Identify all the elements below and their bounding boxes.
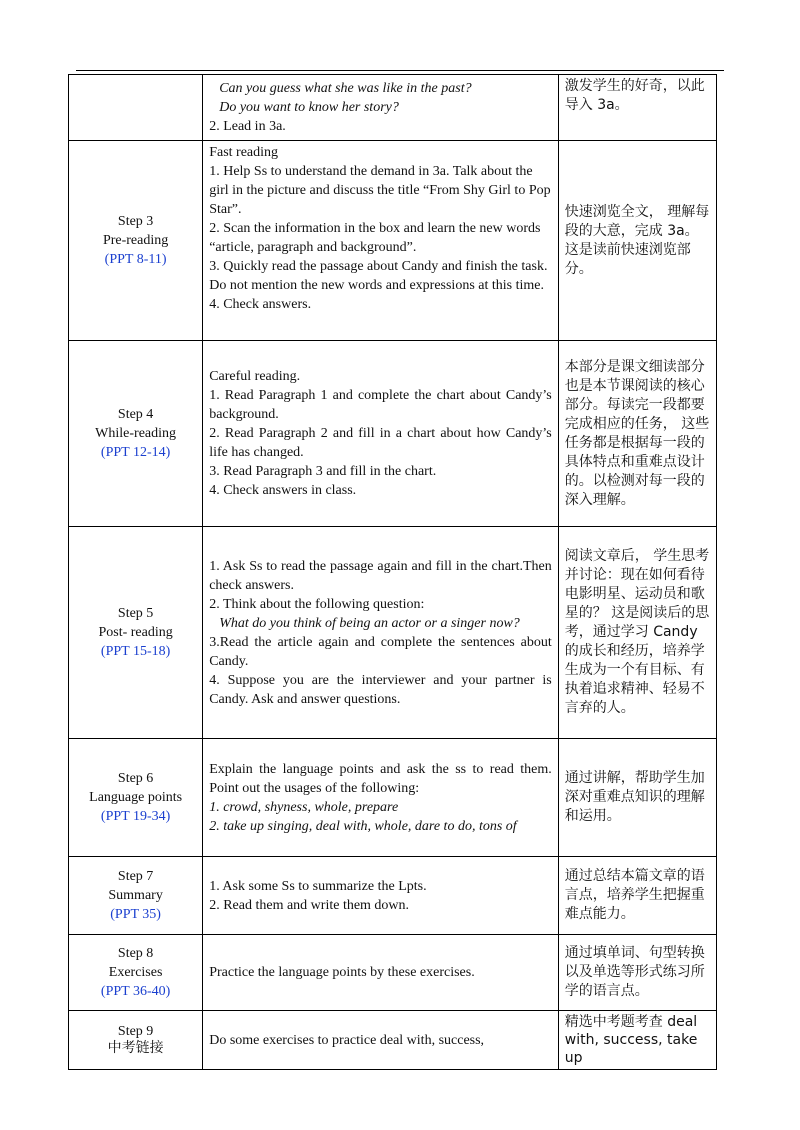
purpose-cell (558, 341, 716, 527)
procedure-line: 1. Read Paragraph 1 and complete the chart about Candy’s background. (209, 388, 552, 422)
purpose-cell (558, 527, 716, 739)
procedure-cell (203, 141, 559, 341)
table-row (69, 527, 717, 739)
step-cell (69, 935, 203, 1011)
ppt-range: (PPT 15-18) (100, 644, 171, 659)
procedure-line: 1. Help Ss to understand the demand in 3a. Talk about the girl in the picture and discuss the title “From Shy Girl to Pop Star”. (209, 164, 551, 217)
procedure-line: Fast reading (209, 145, 279, 160)
purpose-text: 本部分是课文细读部分也是本节课阅读的核心部分。每读完一段都要完成相应的任务， 这些任务都是根据每一段的具体特点和重难点设计的。以检测对每一段的深入理解。 (564, 358, 710, 508)
procedure-line: 2. Read Paragraph 2 and fill in a chart about how Candy’s life has changed. (209, 426, 552, 460)
procedure-line: Explain the language points and ask the ss to read them. Point out the usages of the following: (209, 761, 552, 796)
step-cell (69, 1011, 203, 1070)
purpose-text: 通过填单词、句型转换以及单选等形式练习所学的语言点。 (564, 945, 705, 999)
purpose-text: 快速浏览全文， 理解每段的大意，完成 3a。这是读前快速浏览部分。 (564, 203, 710, 277)
purpose-text: 通过讲解，帮助学生加深对重难点知识的理解和运用。 (564, 770, 705, 824)
procedure-cell (203, 527, 559, 739)
step-number: Step 8 (117, 946, 154, 961)
procedure-cell (203, 857, 559, 935)
purpose-cell (558, 141, 716, 341)
purpose-text: 激发学生的好奇，以此导入 3a。 (564, 78, 705, 113)
step-cell (69, 857, 203, 935)
purpose-cell (558, 935, 716, 1011)
procedure-cell (203, 1011, 559, 1070)
table-row (69, 75, 717, 141)
step-cell (69, 75, 203, 141)
step-number: Step 4 (117, 407, 154, 422)
purpose-cell (558, 1011, 716, 1070)
step-stage: Pre-reading (102, 233, 169, 248)
procedure-line: 3. Quickly read the passage about Candy and finish the task. Do not mention the new words and expressions at this time. (209, 259, 548, 293)
ppt-range: (PPT 19-34) (100, 809, 171, 824)
procedure-line: 1. Ask Ss to read the passage again and fill in the chart.Then check answers. (209, 558, 552, 593)
table-row (69, 1011, 717, 1070)
ppt-range: (PPT 36-40) (100, 984, 171, 999)
procedure-line: 1. crowd, shyness, whole, prepare (209, 799, 399, 815)
step-number: Step 3 (117, 214, 154, 229)
step-number: Step 6 (117, 771, 154, 786)
lesson-plan-table (68, 74, 717, 1070)
procedure-cell (203, 935, 559, 1011)
procedure-line: 1. Ask some Ss to summarize the Lpts. (209, 878, 427, 894)
ppt-range: (PPT 12-14) (100, 445, 171, 460)
table-row (69, 935, 717, 1011)
procedure-line: What do you think of being an actor or a singer now? (219, 615, 520, 631)
step-stage: Summary (108, 888, 163, 903)
procedure-line: 3. Read Paragraph 3 and fill in the chart. (209, 464, 437, 479)
table-row (69, 739, 717, 857)
procedure-line: Do some exercises to practice deal with, success, (209, 1032, 485, 1048)
ppt-range: (PPT 8-11) (104, 252, 167, 267)
step-stage: Language points (89, 790, 183, 805)
step-number: Step 7 (117, 869, 154, 884)
step-cell (69, 341, 203, 527)
purpose-cell (558, 75, 716, 141)
procedure-line: 2. take up singing, deal with, whole, dare to do, tons of (209, 818, 517, 834)
table-row (69, 857, 717, 935)
procedure-line: 4. Check answers. (209, 297, 312, 312)
procedure-line: 2. Read them and write them down. (209, 897, 410, 913)
step-number: Step 9 (117, 1024, 154, 1039)
step-stage: Post- reading (98, 625, 173, 640)
procedure-cell (203, 739, 559, 857)
purpose-cell (558, 739, 716, 857)
table-row (69, 341, 717, 527)
step-stage: Exercises (108, 965, 163, 980)
procedure-cell (203, 341, 559, 527)
purpose-text: 阅读文章后， 学生思考并讨论：现在如何看待电影明星、运动员和歌星的？ 这是阅读后的思考，通过学习 Candy 的成长和经历，培养学生成为一个有目标、有执着追求精神、轻易不言弃的人。 (564, 548, 710, 716)
procedure-line: 3.Read the article again and complete the sentences about Candy. (209, 634, 552, 669)
step-cell (69, 141, 203, 341)
step-cell (69, 739, 203, 857)
purpose-text: 精选中考题考查 deal with, success, take up (564, 1014, 698, 1066)
procedure-line: 2. Scan the information in the box and learn the new words “article, paragraph and background”. (209, 221, 541, 255)
procedure-line: Practice the language points by these exercises. (209, 965, 475, 980)
step-cell (69, 527, 203, 739)
procedure-line: 4. Suppose you are the interviewer and your partner is Candy. Ask and answer questions. (209, 672, 552, 707)
procedure-line: Can you guess what she was like in the past? (219, 81, 472, 96)
header-rule (76, 70, 724, 71)
table-row (69, 141, 717, 341)
purpose-text: 通过总结本篇文章的语言点，培养学生把握重难点能力。 (564, 868, 705, 922)
procedure-line: 4. Check answers in class. (209, 483, 357, 498)
procedure-line: 2. Lead in 3a. (209, 119, 286, 134)
procedure-line: 2. Think about the following question: (209, 596, 425, 612)
step-stage: While-reading (95, 426, 177, 441)
purpose-cell (558, 857, 716, 935)
procedure-line: Do you want to know her story? (219, 100, 399, 115)
step-stage: 中考链接 (107, 1040, 164, 1056)
procedure-cell (203, 75, 559, 141)
procedure-line: Careful reading. (209, 369, 301, 384)
step-number: Step 5 (117, 606, 154, 621)
ppt-range: (PPT 35) (110, 907, 161, 922)
